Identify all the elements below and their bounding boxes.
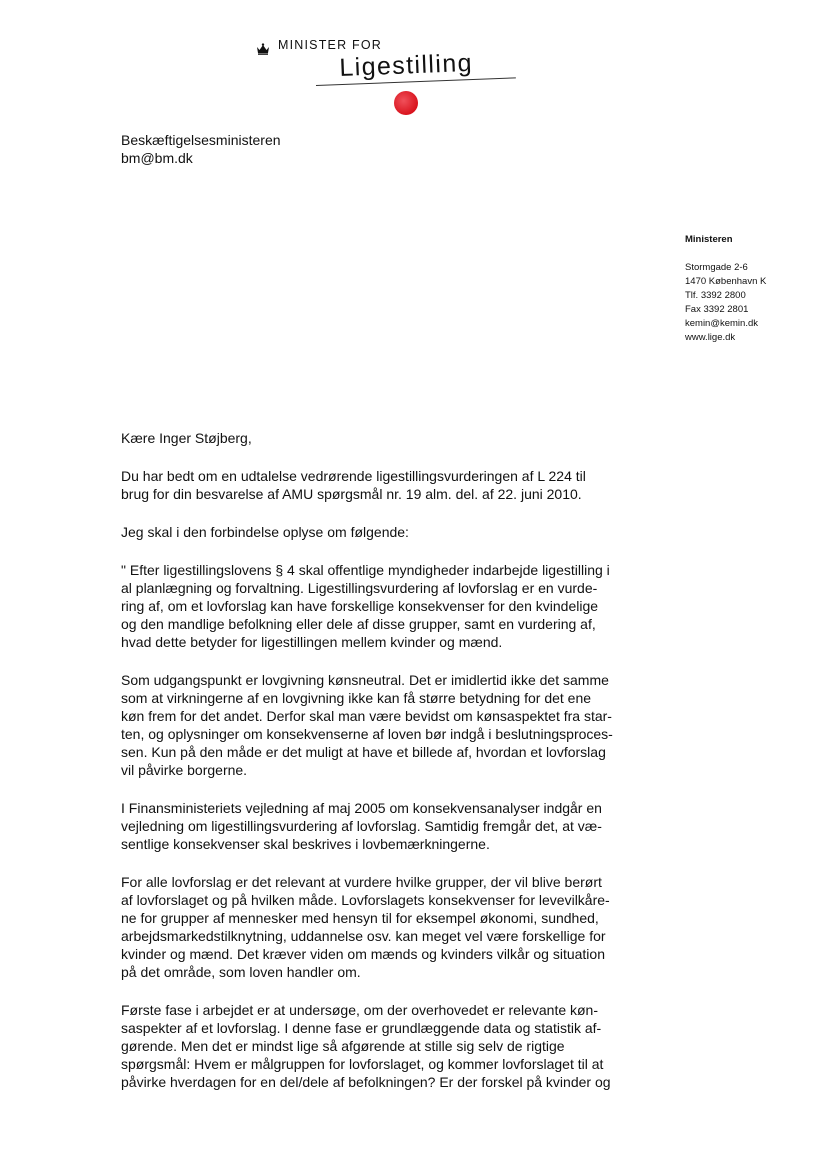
paragraph-line: Du har bedt om en udtalelse vedrørende ligestillingsvurderingen af L 224 til: [121, 468, 586, 484]
paragraph-line: sen. Kun på den måde er det muligt at have et billede af, hvordan et lovforslag: [121, 744, 606, 760]
paragraph: [121, 1001, 651, 1091]
paragraph: [121, 873, 651, 981]
paragraph-line: som at virkningerne af en lovgivning ikke kan få større betydning for det ene: [121, 690, 592, 706]
paragraph-line: Jeg skal i den forbindelse oplyse om følgende:: [121, 524, 409, 540]
paragraph-line: på det område, som loven handler om.: [121, 964, 361, 980]
sender-block: [685, 233, 766, 345]
paragraph-line: ten, og oplysninger om konsekvenserne af loven bør indgå i beslutningsproces-: [121, 726, 613, 742]
paragraph-line: og den mandlige befolkning eller dele af disse grupper, samt en vurdering af,: [121, 616, 596, 632]
paragraph: [121, 671, 651, 779]
recipient-name: Beskæftigelsesministeren: [121, 132, 281, 148]
paragraph-line: " Efter ligestillingslovens § 4 skal offentlige myndigheder indarbejde ligestilling i: [121, 562, 610, 578]
paragraph-line: af lovforslaget og på hvilken måde. Lovforslagets konsekvenser for levevilkåre-: [121, 892, 610, 908]
red-dot-logo: [394, 91, 418, 115]
paragraph-line: arbejdsmarkedstilknytning, uddannelse osv. kan meget vel være forskellige for: [121, 928, 606, 944]
sender-email: kemin@kemin.dk: [685, 318, 758, 329]
recipient-block: [121, 131, 281, 167]
paragraph-line: gørende. Men det er mindst lige så afgørende at stille sig selv de rigtige: [121, 1038, 565, 1054]
sender-web: www.lige.dk: [685, 332, 736, 343]
crown-icon: [256, 43, 270, 55]
sender-city: 1470 København K: [685, 276, 767, 287]
paragraph-line: ring af, om et lovforslag kan have forskellige konsekvenser for den kvindelige: [121, 598, 599, 614]
paragraph: [121, 467, 651, 503]
paragraph-line: ne for grupper af mennesker med hensyn til for eksempel økonomi, sundhed,: [121, 910, 599, 926]
sender-phone: Tlf. 3392 2800: [685, 290, 746, 301]
letter-body: [121, 429, 651, 1111]
paragraph: [121, 799, 651, 853]
sender-title: Ministeren: [685, 234, 733, 245]
paragraph-line: hvad dette betyder for ligestillingen mellem kvinder og mænd.: [121, 634, 503, 650]
paragraph-line: spørgsmål: Hvem er målgruppen for lovforslaget, og kommer lovforslaget til at: [121, 1056, 604, 1072]
paragraph-line: I Finansministeriets vejledning af maj 2005 om konsekvensanalyser indgår en: [121, 800, 602, 816]
paragraph: [121, 561, 651, 651]
paragraph-line: vejledning om ligestillingsvurdering af lovforslag. Samtidig fremgår det, at væ-: [121, 818, 602, 834]
paragraph-line: kvinder og mænd. Det kræver viden om mænds og kvinders vilkår og situation: [121, 946, 605, 962]
recipient-email: bm@bm.dk: [121, 150, 193, 166]
paragraph-line: køn frem for det andet. Derfor skal man være bevidst om kønsaspektet fra star-: [121, 708, 612, 724]
paragraph-line: Som udgangspunkt er lovgivning kønsneutral. Det er imidlertid ikke det samme: [121, 672, 609, 688]
paragraph-line: vil påvirke borgerne.: [121, 762, 248, 778]
letterhead-title-line2: Ligestilling: [338, 48, 474, 83]
paragraph-line: For alle lovforslag er det relevant at vurdere hvilke grupper, der vil blive berørt: [121, 874, 602, 890]
paragraph-line: sentlige konsekvenser skal beskrives i lovbemærkningerne.: [121, 836, 490, 852]
sender-fax: Fax 3392 2801: [685, 304, 749, 315]
letterhead: [250, 34, 530, 124]
letterhead-title-line1: MINISTER FOR: [278, 38, 382, 52]
paragraph: [121, 523, 651, 541]
salutation: Kære Inger Støjberg,: [121, 430, 252, 446]
paragraph-line: saspekter af et lovforslag. I denne fase er grundlæggende data og statistik af-: [121, 1020, 602, 1036]
paragraph-line: brug for din besvarelse af AMU spørgsmål nr. 19 alm. del. af 22. juni 2010.: [121, 486, 582, 502]
paragraph-line: påvirke hverdagen for en del/dele af befolkningen? Er der forskel på kvinder og: [121, 1074, 611, 1090]
paragraph-line: Første fase i arbejdet er at undersøge, om der overhovedet er relevante køn-: [121, 1002, 599, 1018]
paragraph-line: al planlægning og forvaltning. Ligestillingsvurdering af lovforslag er en vurde-: [121, 580, 598, 596]
sender-address: Stormgade 2-6: [685, 262, 748, 273]
